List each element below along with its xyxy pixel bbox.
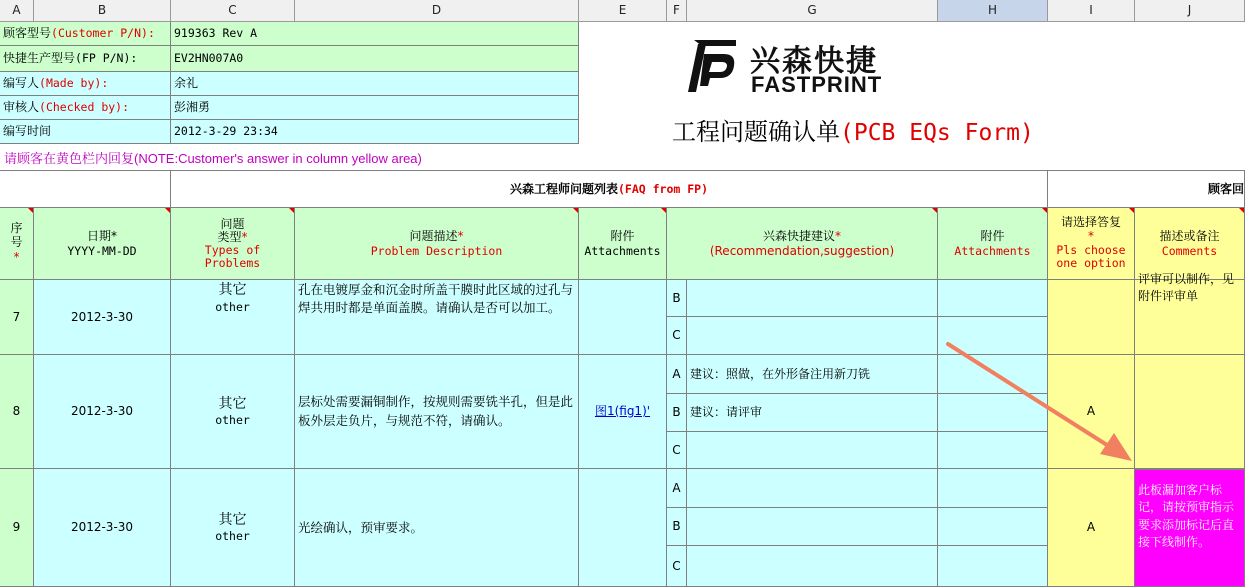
fastprint-logo-icon (680, 34, 740, 96)
row8-option-letter: B (667, 394, 687, 432)
row9-answer[interactable]: A (1048, 469, 1135, 587)
info-label-checked-by: 审核人 (Checked by): (0, 96, 171, 120)
info-value-customer-pn[interactable]: 919363 Rev A (171, 22, 579, 46)
row9-option-letter: C (667, 546, 687, 587)
row9-seq: 9 (0, 469, 34, 587)
info-label-made-by: 编写人 (Made by): (0, 72, 171, 96)
row7-option-letter: B (667, 280, 687, 317)
section-blank (0, 170, 171, 208)
row7-option-text[interactable] (687, 317, 938, 355)
row7-date[interactable]: 2012-3-30 (34, 280, 171, 355)
info-value-fp-pn[interactable]: EV2HN007A0 (171, 46, 579, 72)
row9-type[interactable]: 其它 other (171, 469, 295, 587)
row7-comment[interactable]: 评审可以制作，见附件评审单 (1135, 280, 1245, 355)
row7-option-letter: C (667, 317, 687, 355)
row8-option-text[interactable]: 建议：请评审 (687, 394, 938, 432)
row7-description[interactable]: 孔在电镀厚金和沉金时所盖干膜时此区域的过孔与焊共用时都是单面盖膜。请确认是否可以加工。 (295, 280, 579, 355)
row9-attachment[interactable] (579, 469, 667, 587)
col-header-C[interactable]: C (171, 0, 295, 22)
col-header-I[interactable]: I (1048, 0, 1135, 22)
row9-option-attachment[interactable] (938, 469, 1048, 508)
row9-date[interactable]: 2012-3-30 (34, 469, 171, 587)
header-comments: 描述或备注 Comments (1135, 208, 1245, 280)
row8-option-letter: C (667, 432, 687, 469)
header-seq: 序号 * (0, 208, 34, 280)
row9-option-attachment[interactable] (938, 546, 1048, 587)
header-attachment: 附件 Attachments (579, 208, 667, 280)
row8-answer[interactable]: A (1048, 355, 1135, 469)
form-title: 工程问题确认单(PCB EQs Form) (672, 118, 1034, 146)
row8-date[interactable]: 2012-3-30 (34, 355, 171, 469)
row8-attachment-link[interactable]: 图1(fig1)' (579, 355, 667, 469)
row9-option-text[interactable] (687, 508, 938, 546)
row9-option-letter: A (667, 469, 687, 508)
customer-note: 请顾客在黄色栏内回复(NOTE:Customer's answer in column yellow area) (4, 151, 422, 167)
header-choose: 请选择答复 * Pls choose one option (1048, 208, 1135, 280)
row8-option-text[interactable]: 建议：照做，在外形备注用新刀铣 (687, 355, 938, 394)
info-label-customer-pn: 顾客型号 (Customer P/N): (0, 22, 171, 46)
col-header-F[interactable]: F (667, 0, 687, 22)
row9-option-text[interactable] (687, 546, 938, 587)
col-header-D[interactable]: D (295, 0, 579, 22)
col-header-H[interactable]: H (938, 0, 1048, 22)
header-suggestion: 兴森快捷建议* (Recommendation,suggestion) (667, 208, 938, 280)
logo-text-en: FASTPRINT (751, 72, 883, 97)
row7-attachment[interactable] (579, 280, 667, 355)
col-header-A[interactable]: A (0, 0, 34, 22)
header-date: 日期* YYYY-MM-DD (34, 208, 171, 280)
row7-option-text[interactable] (687, 280, 938, 317)
row7-seq: 7 (0, 280, 34, 355)
col-header-G[interactable]: G (687, 0, 938, 22)
row7-type[interactable]: 其它 other (171, 280, 295, 355)
row9-option-attachment[interactable] (938, 508, 1048, 546)
info-value-date[interactable]: 2012-3-29 23:34 (171, 120, 579, 144)
row8-option-letter: A (667, 355, 687, 394)
info-label-date: 编写时间 (0, 120, 171, 144)
header-desc: 问题描述* Problem Description (295, 208, 579, 280)
section-customer-reply: 顾客回 (1048, 170, 1245, 208)
annotation-arrow (940, 336, 1140, 466)
col-header-J[interactable]: J (1135, 0, 1245, 22)
row7-option-attachment[interactable] (938, 280, 1048, 317)
row9-description[interactable]: 光绘确认，预审要求。 (295, 469, 579, 587)
info-value-checked-by[interactable]: 彭湘勇 (171, 96, 579, 120)
row8-description[interactable]: 层标处需要漏铜制作，按规则需要铣半孔，但是此板外层走负片，与规范不符，请确认。 (295, 355, 579, 469)
row9-comment[interactable]: 此板漏加客户标记，请按预审指示要求添加标记后直接下线制作。 (1135, 469, 1245, 587)
header-type: 问题 类型* Types of Problems (171, 208, 295, 280)
row8-type[interactable]: 其它 other (171, 355, 295, 469)
col-header-E[interactable]: E (579, 0, 667, 22)
row8-seq: 8 (0, 355, 34, 469)
section-fp-faq: 兴森工程师问题列表 (FAQ from FP) (171, 170, 1048, 208)
header-attachments-2: 附件 Attachments (938, 208, 1048, 280)
row8-comment[interactable] (1135, 355, 1245, 469)
info-value-made-by[interactable]: 余礼 (171, 72, 579, 96)
col-header-B[interactable]: B (34, 0, 171, 22)
info-label-fp-pn: 快捷生产型号 (FP P/N): (0, 46, 171, 72)
row8-option-text[interactable] (687, 432, 938, 469)
row9-option-text[interactable] (687, 469, 938, 508)
row9-option-letter: B (667, 508, 687, 546)
logo-text-cn: 兴森快捷 (750, 44, 878, 79)
